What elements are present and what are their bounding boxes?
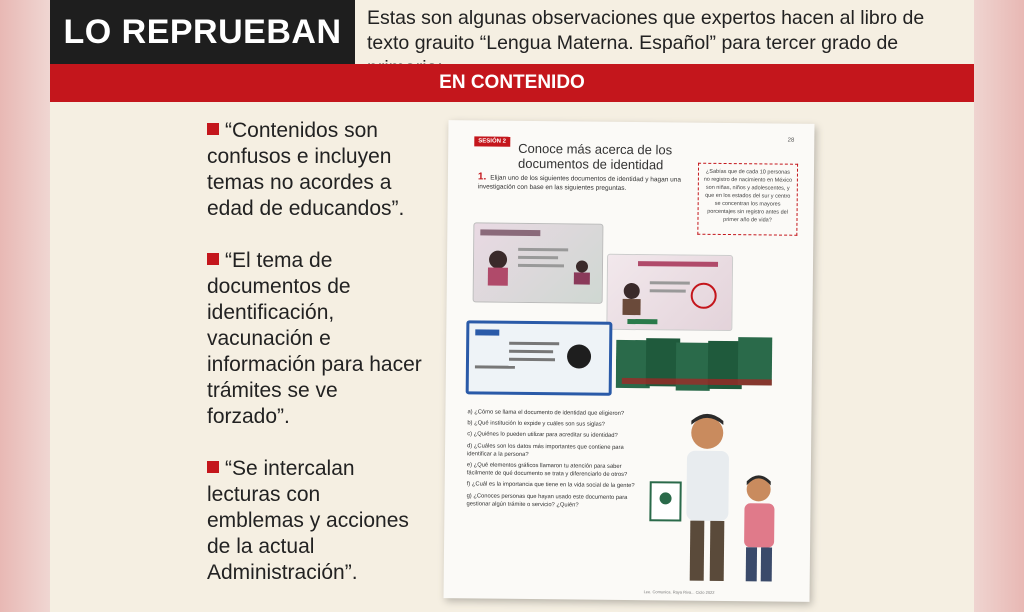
- square-bullet-icon: [207, 253, 219, 265]
- observation-item: [207, 248, 422, 430]
- question-item: c) ¿Quiénes lo pueden utilizar para acreditar su identidad?: [467, 431, 618, 440]
- square-bullet-icon: [207, 461, 219, 473]
- driver-license-card-image: [606, 254, 733, 331]
- section-label: EN CONTENIDO: [439, 72, 585, 93]
- question-item: d) ¿Cuáles son los datos más importantes que contiene para identificar a la persona?: [466, 442, 624, 458]
- curp-card-image: [466, 320, 613, 396]
- observation-item: [207, 456, 422, 586]
- section-band: [50, 64, 974, 102]
- curp-card-graphic: [469, 323, 604, 386]
- observation-text: “Contenidos son confusos e incluyen temas no acordes a edad de educandos”.: [207, 119, 405, 220]
- birth-certificates-stack-image: [616, 334, 777, 398]
- book-callout: ¿Sabías que de cada 10 personas no registro de nacimiento en México son niñas, niños y adolescentes, y que en los estados del sur y centro se concentran los mayores porcentajes sin registro antes del primer año de vida?: [697, 163, 798, 236]
- observation-item: [207, 118, 422, 222]
- headline: LO REPRUEBAN: [50, 0, 355, 64]
- voter-id-card-image: [473, 222, 604, 303]
- book-footer: Lee. Comunica. Raya Riva... Ciclo 2022: [643, 589, 715, 595]
- step-number: 1.: [477, 171, 487, 183]
- book-questions: [466, 408, 642, 513]
- page-number: 28: [787, 137, 795, 144]
- textbook-page-image: [444, 120, 815, 602]
- question-item: b) ¿Qué institución lo expide y cuáles son sus siglas?: [467, 420, 605, 428]
- headline-subtitle: Estas son algunas observaciones que expertos hacen al libro de texto grauito “Lengua Materna. Español” para tercer grado de: [367, 7, 925, 54]
- session-tag: SESIÓN 2: [474, 136, 510, 146]
- square-bullet-icon: [207, 123, 219, 135]
- step-text: Elijan uno de los siguientes documentos de identidad y hagan una investigación con base en las siguientes preguntas.: [477, 174, 682, 192]
- book-step: [478, 172, 688, 193]
- observations-list: [207, 118, 422, 612]
- question-item: f) ¿Cuál es la importancia que tiene en la vida social de la gente?: [466, 481, 635, 490]
- father-child-illustration: [640, 408, 802, 590]
- observation-text: “Se intercalan lecturas con emblemas y acciones de la actual Administración”.: [207, 457, 409, 584]
- certificates-graphic: [616, 334, 777, 398]
- id-card-graphic: [474, 223, 603, 302]
- book-page-title: Conoce más acerca de los documentos de identidad: [517, 140, 673, 173]
- question-item: g) ¿Conoces personas que hayan usado este documento para gestionar algún trámite o servicio? ¿Quién?: [466, 492, 628, 509]
- question-item: a) ¿Cómo se llama el documento de identidad que eligieron?: [467, 409, 625, 417]
- question-item: e) ¿Qué elementos gráficos llamaron tu atención para saber fácilmente de qué documento se trata y diferenciarlo de otros?: [466, 462, 628, 479]
- observation-text: “El tema de documentos de identificación, vacunación e información para hacer trámites se ve forzado”.: [207, 249, 422, 428]
- license-card-graphic: [607, 255, 732, 330]
